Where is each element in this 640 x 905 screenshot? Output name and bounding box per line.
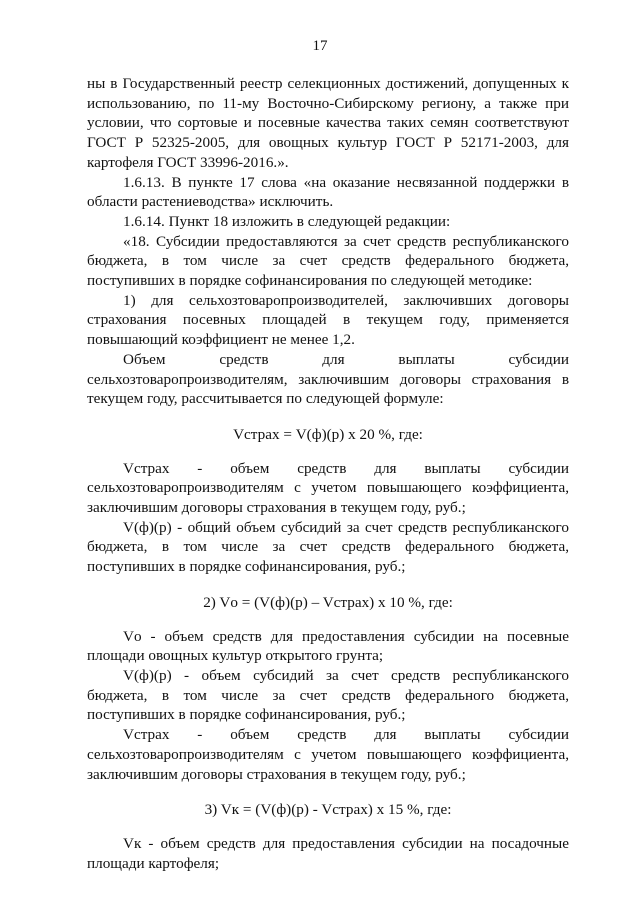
definition-vfr: V(ф)(р) - объем субсидий за счет средств республиканского бюджета, в том числе за счет средств федерального бюджета, поступивших в порядке софинансирования, руб.; xyxy=(87,666,569,724)
formula-vk: 3) Vк = (V(ф)(р) - Vстрах) х 15 %, где: xyxy=(204,801,452,819)
definition-vo: Vо - объем средств для предоставления субсидии на посевные площади овощных культур открытого грунта; xyxy=(87,627,569,665)
formula-vo: 2) Vо = (V(ф)(р) – Vстрах) х 10 %, где: xyxy=(203,593,453,611)
definition-vstrah: Vстрах - объем средств для выплаты субсидии сельхозтоваропроизводителям с учетом повышающего коэффициента, заключившим договоры страхования в текущем году, руб.; xyxy=(87,459,569,517)
page-number: 17 xyxy=(312,38,328,54)
paragraph-subitem-1: 1) для сельхозтоваропроизводителей, заключивших договоры страхования посевных площадей в текущем году, применяется повышающий коэффициент не менее 1,2. xyxy=(87,291,569,349)
paragraph-item-1-6-13: 1.6.13. В пункте 17 слова «на оказание несвязанной поддержки в области растениеводства» исключить. xyxy=(87,173,569,211)
formula-vstrah: Vстрах = V(ф)(р) х 20 %, где: xyxy=(233,425,423,443)
paragraph-point-18: «18. Субсидии предоставляются за счет средств республиканского бюджета, в том числе за счет средств федерального бюджета, поступивших в порядке софинансирования по следующей методике: xyxy=(87,232,569,290)
definition-vstrah-repeat: Vстрах - объем средств для выплаты субсидии сельхозтоваропроизводителям с учетом повышающего коэффициента, заключившим договоры страхования в текущем году, руб.; xyxy=(87,726,569,783)
definition-vfr-total: V(ф)(р) - общий объем субсидий за счет средств республиканского бюджета, в том числе за счет средств федерального бюджета, поступивших в порядке софинансирования, руб.; xyxy=(87,518,569,576)
definition-vk: Vк - объем средств для предоставления субсидии на посадочные площади картофеля; xyxy=(87,834,569,872)
paragraph-insurance-volume: Объем средств для выплаты субсидии сельхозтоваропроизводителям, заключившим договоры страхования в текущем году, рассчитывается по следующей формуле: xyxy=(87,350,569,408)
paragraph-continuation: ны в Государственный реестр селекционных достижений, допущенных к использованию, по 11-му Восточно-Сибирскому региону, а также при условии, что сортовые и посевные качества таких семян соответствуют ГОСТ Р 52325-2005, для овощных культур ГОСТ Р 52171-2003, для картофеля ГОСТ 33996-2016.». xyxy=(87,75,569,171)
document-body xyxy=(87,74,569,873)
paragraph-item-1-6-14: 1.6.14. Пункт 18 изложить в следующей редакции: xyxy=(123,212,451,230)
